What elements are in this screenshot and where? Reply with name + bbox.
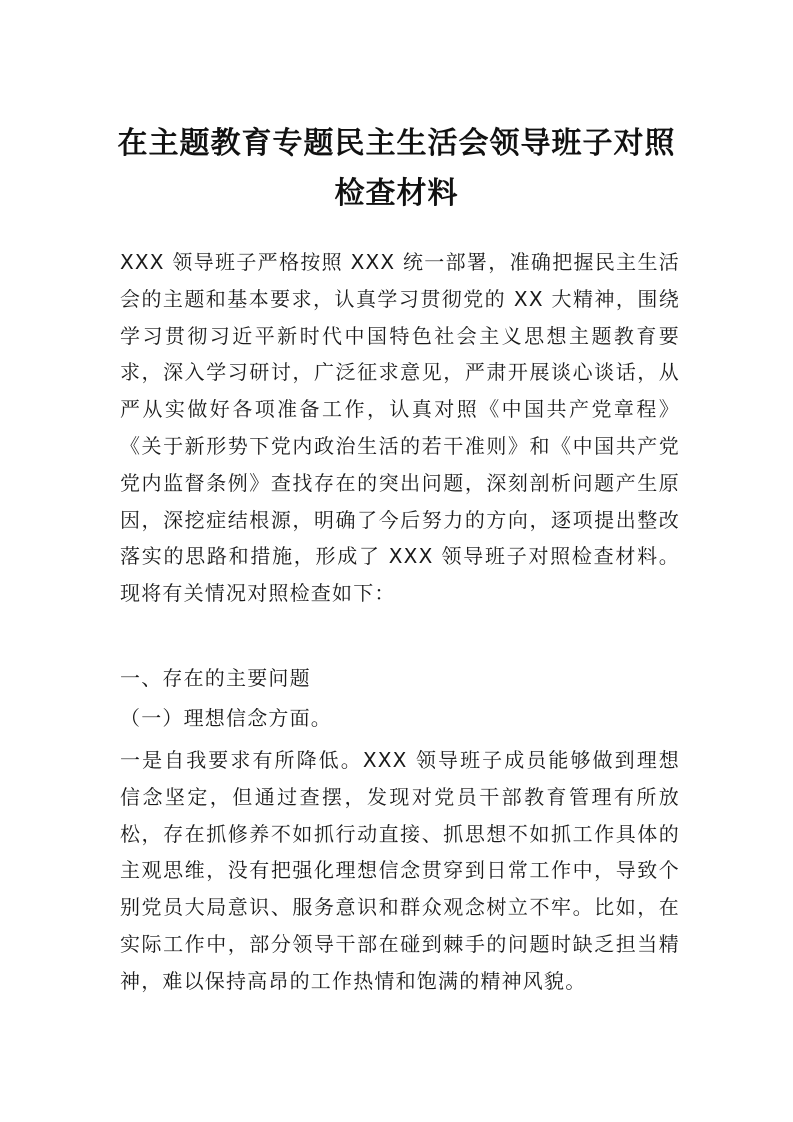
subsection-heading-ideals-beliefs: （一）理想信念方面。 <box>120 706 332 730</box>
point-one-paragraph: 一是自我要求有所降低。XXX 领导班子成员能够做到理想信念坚定，但通过查摆，发现对党员干部教育管理有所放松，存在抓修养不如抓行动直接、抓思想不如抓工作具体的主观思维，没有把强化理想信念贯穿到日常工作中，导致个别党员大局意识、服务意识和群众观念树立不牢。比如，在实际工作中，部分领导干部在碰到棘手的问题时缺乏担当精神，难以保持高昂的工作热情和饱满的精神风貌。 <box>120 748 680 993</box>
intro-paragraph: XXX 领导班子严格按照 XXX 统一部署，准确把握民主生活会的主题和基本要求，认真学习贯彻党的 XX 大精神，围绕学习贯彻习近平新时代中国特色社会主义思想主题教育要求，深入学习研讨，广泛征求意见，严肃开展谈心谈话，从严从实做好各项准备工作，认真对照《中国共产党章程》《关于新形势下党内政治生活的若干准则》和《中国共产党党内监督条例》查找存在的突出问题，深刻剖析问题产生原因，深挖症结根源，明确了今后努力的方向，逐项提出整改落实的思路和措施，形成了 XXX 领导班子对照检查材料。现将有关情况对照检查如下： <box>120 250 680 606</box>
document-title-line-2: 检查材料 <box>334 176 459 211</box>
section-heading-main-problems: 一、存在的主要问题 <box>120 666 311 690</box>
document-title-line-1: 在主题教育专题民主生活会领导班子对照 <box>117 126 676 161</box>
